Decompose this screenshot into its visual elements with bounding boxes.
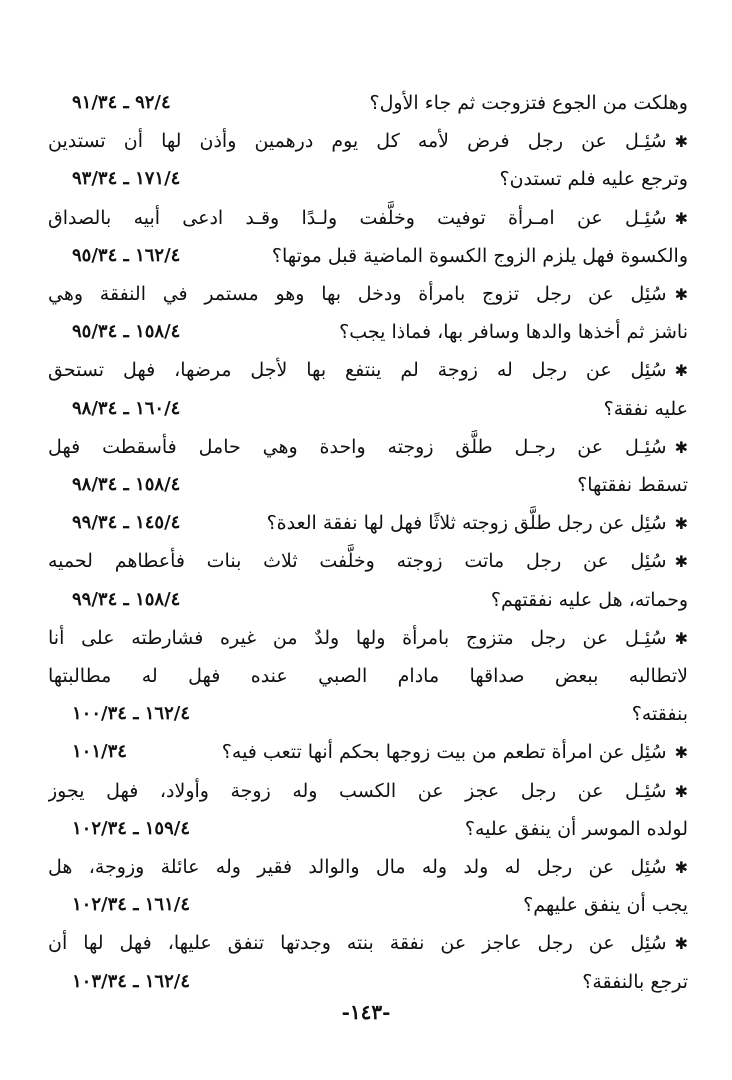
entry-reference: ٩٢/٤ ـ ٩١/٣٤ <box>72 92 171 113</box>
entry-line <box>48 466 688 504</box>
entry-reference: ١٦٢/٤ ـ ١٠٠/٣٤ <box>72 703 190 725</box>
asterisk-bullet-icon: ✱ <box>674 858 688 877</box>
entry-text-content: عليه نفقة؟ <box>603 397 688 420</box>
entry-text <box>48 428 688 466</box>
entry-line <box>48 275 688 313</box>
entry-text-content: سُئِل عن رجل ماتت زوجته وخلَّفت ثلاث بنات فأعطاهم لحميه <box>48 550 667 573</box>
entry-text-content: سُئِـل عن رجل عجز عن الكسب وله زوجة وأولاد، فهل يجوز <box>48 779 667 802</box>
asterisk-bullet-icon: ✱ <box>674 934 688 954</box>
entry-line <box>48 810 688 848</box>
entry-text <box>577 466 688 504</box>
entry-line <box>48 199 688 237</box>
entry-line <box>48 313 688 351</box>
entry-text <box>370 84 688 122</box>
entry-text-content: سُئِل عن رجل تزوج بامرأة ودخل بها وهو مستمر في النفقة وهي <box>48 283 667 305</box>
page-number: -١٤٣- <box>341 1000 391 1024</box>
entry-line <box>48 963 688 1001</box>
entry-line <box>48 237 688 275</box>
entry-text <box>604 390 688 428</box>
entry-text-content: سُئِـل عن رجـل طلَّق زوجته واحدة وهي حامل فأسقطت فهل <box>48 435 667 458</box>
asterisk-bullet-icon: ✱ <box>674 132 688 152</box>
entry-reference: ١٦٠/٤ ـ ٩٨/٣٤ <box>72 397 181 419</box>
entry-text-content: لولده الموسر أن ينفق عليه؟ <box>464 817 688 840</box>
entry-text <box>48 924 688 962</box>
entry-line <box>48 924 688 962</box>
entry-line <box>48 619 688 657</box>
entry-text-content: سُئِـل عن رجل فرض لأمه كل يوم درهمين وأذن لها أن تستدين <box>48 130 667 153</box>
entry-text <box>48 619 688 657</box>
entry-text <box>222 733 688 772</box>
entry-text <box>48 199 688 237</box>
asterisk-bullet-icon: ✱ <box>674 628 688 648</box>
entry-reference: ١٤٥/٤ ـ ٩٩/٣٤ <box>72 512 181 534</box>
entry-line <box>48 84 688 122</box>
entry-text-content: وهلكت من الجوع فتزوجت ثم جاء الأول؟ <box>369 92 688 114</box>
entry-text <box>500 160 688 198</box>
entry-text <box>339 313 688 351</box>
entry-text-content: سُئِـل عن امـرأة توفيت وخلَّفت ولـدًا وقـد ادعى أبيه بالصداق <box>48 206 667 229</box>
entry-line <box>48 657 688 695</box>
entry-line <box>48 504 688 542</box>
entry-reference: ١٠١/٣٤ <box>72 741 127 763</box>
entry-text <box>491 581 688 619</box>
entry-line <box>48 886 688 924</box>
entry-text-content: سُئِل عن رجل عاجز عن نفقة بنته وجدتها تنفق عليها، فهل لها أن <box>48 932 667 955</box>
entry-text-content: سُئِل عن رجل طلَّق زوجته ثلاثًا فهل لها نفقة العدة؟ <box>266 512 667 535</box>
asterisk-bullet-icon: ✱ <box>674 552 688 572</box>
entry-text <box>48 275 688 313</box>
entry-text-content: بنفقته؟ <box>631 703 688 726</box>
entry-text-content: سُئِل عن امرأة تطعم من بيت زوجها بحكم أنها تتعب فيه؟ <box>221 741 667 764</box>
entry-reference: ١٧١/٤ ـ ٩٣/٣٤ <box>72 168 181 190</box>
entry-text <box>48 542 688 580</box>
entry-text-content: ترجع بالنفقة؟ <box>582 970 688 993</box>
entry-text <box>523 886 688 924</box>
entry-text-content: سُئِـل عن رجل متزوج بامرأة ولها ولدٌ من غيره فشارطته على أنا <box>48 626 667 649</box>
entry-reference: ١٦٢/٤ ـ ١٠٣/٣٤ <box>72 970 190 992</box>
entry-line <box>48 772 688 810</box>
entry-text-content: والكسوة فهل يلزم الزوج الكسوة الماضية قبل موتها؟ <box>271 244 688 267</box>
entry-reference: ١٦٢/٤ ـ ٩٥/٣٤ <box>72 244 181 266</box>
entry-text <box>48 848 688 886</box>
entry-line <box>48 122 688 160</box>
entry-reference: ١٥٨/٤ ـ ٩٩/٣٤ <box>72 588 181 610</box>
entry-line <box>48 390 688 428</box>
entry-line <box>48 351 688 389</box>
asterisk-bullet-icon: ✱ <box>674 743 688 763</box>
entry-text-content: ناشز ثم أخذها والدها وسافر بها، فماذا يجب؟ <box>339 321 688 344</box>
entry-text-content: سُئِل عن رجل له ولد وله مال والوالد فقير وله عائلة وزوجة، هل <box>48 856 667 878</box>
entry-text-content: يجب أن ينفق عليهم؟ <box>523 894 688 917</box>
entry-text <box>48 657 688 695</box>
entry-text <box>267 504 688 543</box>
entry-text-content: وترجع عليه فلم تستدن؟ <box>499 168 688 191</box>
entry-text <box>48 772 688 810</box>
asterisk-bullet-icon: ✱ <box>674 208 688 228</box>
asterisk-bullet-icon: ✱ <box>674 437 688 457</box>
entry-text-content: وحماته، هل عليه نفقتهم؟ <box>490 588 688 611</box>
entry-text <box>465 810 688 848</box>
entry-text <box>582 963 688 1001</box>
entry-line <box>48 695 688 733</box>
entry-line <box>48 428 688 466</box>
asterisk-bullet-icon: ✱ <box>674 514 688 534</box>
entry-text-content: سُئِل عن رجل له زوجة لم ينتفع بها لأجل مرضها، فهل تستحق <box>48 359 667 382</box>
entry-line <box>48 848 688 886</box>
entry-text <box>272 237 688 275</box>
entry-text <box>632 695 688 733</box>
entry-line <box>48 581 688 619</box>
asterisk-bullet-icon: ✱ <box>674 361 688 381</box>
entry-reference: ١٦١/٤ ـ ١٠٢/٣٤ <box>72 894 190 916</box>
entry-text <box>48 351 688 389</box>
entry-line <box>48 542 688 580</box>
entry-text-content: لاتطالبه ببعض صداقها مادام الصبي عنده فهل له مطالبتها <box>48 665 688 687</box>
entry-text <box>48 122 688 160</box>
entry-reference: ١٥٨/٤ ـ ٩٨/٣٤ <box>72 474 181 495</box>
asterisk-bullet-icon: ✱ <box>674 781 688 801</box>
asterisk-bullet-icon: ✱ <box>674 285 688 304</box>
entry-text-content: تسقط نفقتها؟ <box>577 474 688 496</box>
entry-line <box>48 160 688 198</box>
entry-reference: ١٥٨/٤ ـ ٩٥/٣٤ <box>72 321 181 343</box>
entry-line <box>48 733 688 771</box>
entry-reference: ١٥٩/٤ ـ ١٠٢/٣٤ <box>72 817 190 839</box>
